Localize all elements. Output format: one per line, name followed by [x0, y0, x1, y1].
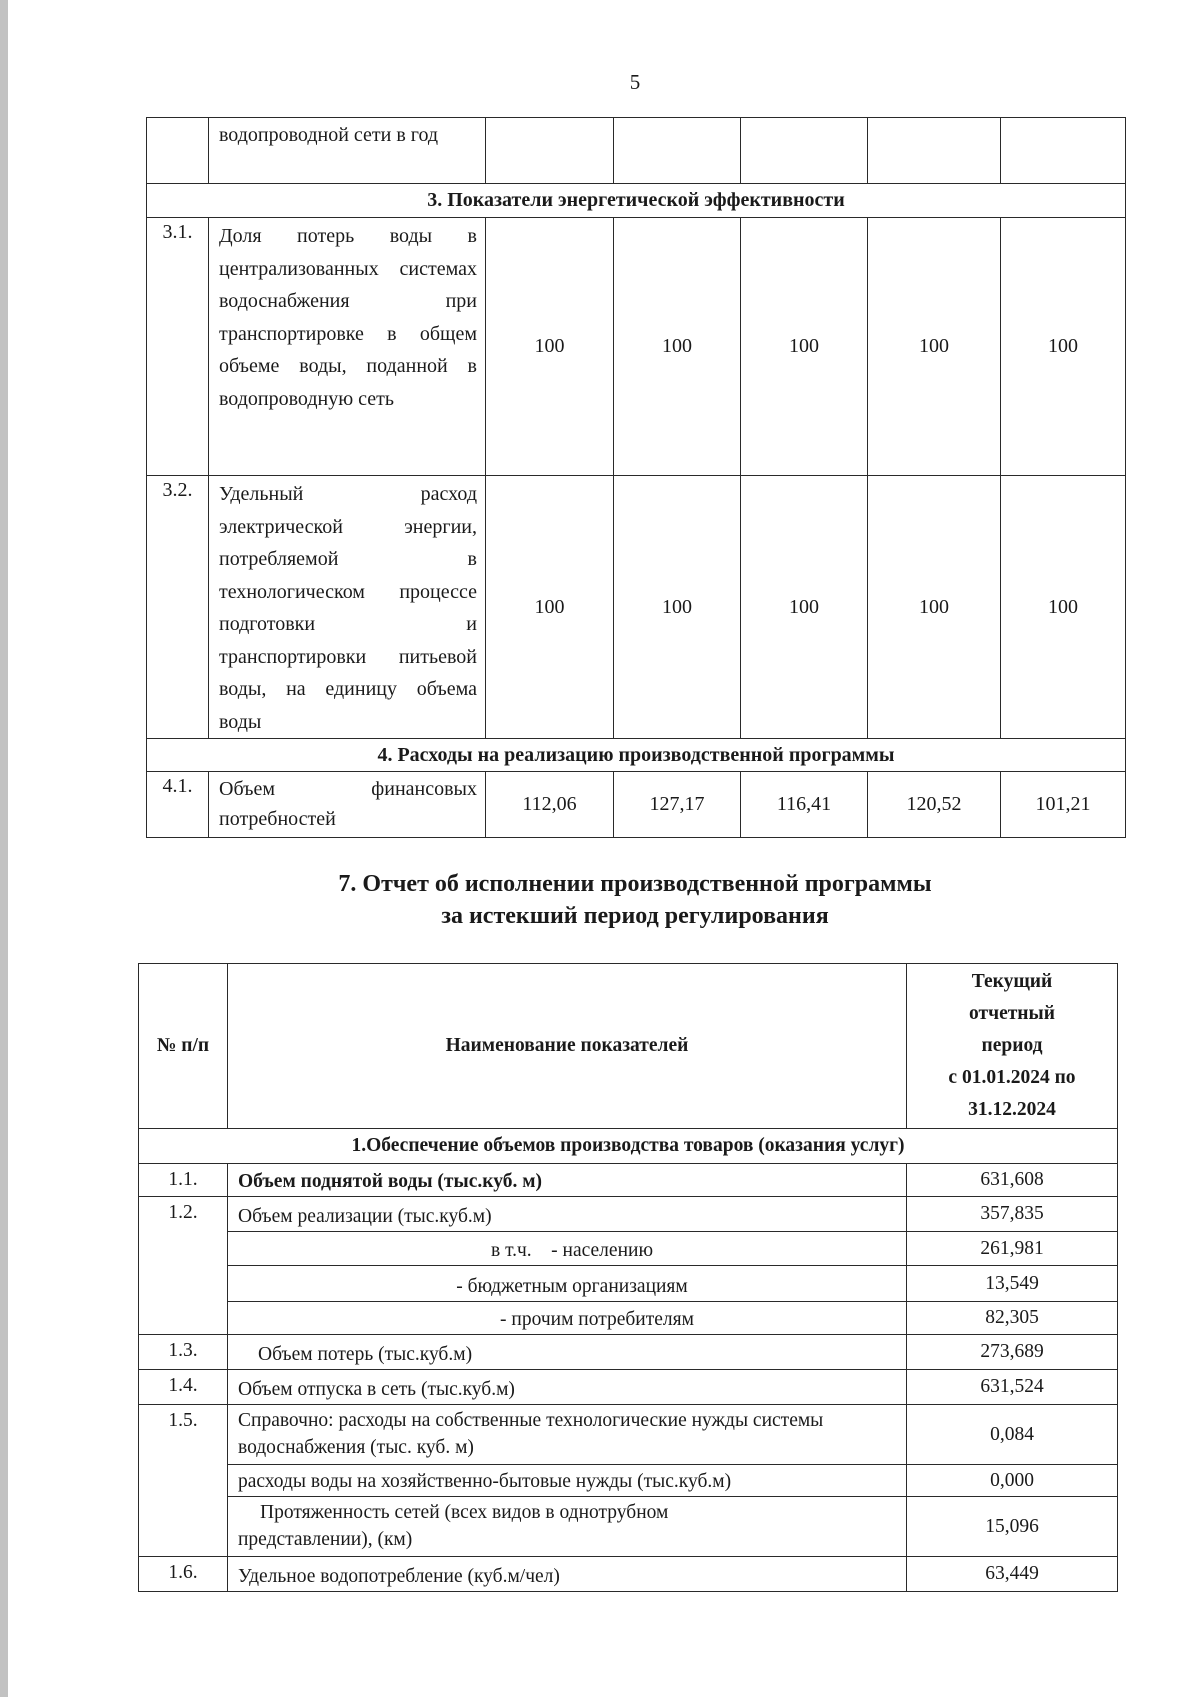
section-title: 4. Расходы на реализацию производственной программы — [147, 739, 1126, 772]
row-value: 261,981 — [907, 1232, 1118, 1266]
table-row — [139, 1232, 1118, 1266]
row-name: расходы воды на хозяйственно-бытовые нужды (тыс.куб.м) — [228, 1465, 907, 1497]
row-value: 116,41 — [741, 772, 868, 838]
row-number — [147, 118, 209, 184]
row-name: - бюджетным организациям — [228, 1266, 907, 1302]
header-period: Текущий отчетный период с 01.01.2024 по 31.12.2024 — [907, 964, 1118, 1129]
table-row — [139, 1405, 1118, 1465]
row-value: 100 — [486, 476, 614, 739]
row-number: 1.5. — [139, 1405, 228, 1557]
scan-edge-stripe — [0, 0, 8, 1697]
indicators-table-continued — [146, 117, 1126, 838]
row-value: 100 — [486, 218, 614, 476]
row-value: 100 — [1001, 218, 1126, 476]
row-value: 63,449 — [907, 1557, 1118, 1592]
row-name: Объем потерь (тыс.куб.м) — [228, 1335, 907, 1370]
row-value: 100 — [741, 218, 868, 476]
row-value: 100 — [614, 476, 741, 739]
program-execution-report-table — [138, 963, 1118, 1592]
table-row — [147, 772, 1126, 838]
row-value: 101,21 — [1001, 772, 1126, 838]
row-name: Объем финансовых потребностей — [209, 772, 486, 838]
row-value: 100 — [1001, 476, 1126, 739]
table-row — [139, 1465, 1118, 1497]
table-row — [139, 1497, 1118, 1557]
row-value: 100 — [741, 476, 868, 739]
row-value: 82,305 — [907, 1302, 1118, 1335]
section-row — [139, 1129, 1118, 1164]
row-value — [486, 118, 614, 184]
section-7-title-line1: 7. Отчет об исполнении производственной программы — [338, 871, 932, 897]
table-row — [139, 1266, 1118, 1302]
table-row — [147, 218, 1126, 476]
row-value: 631,608 — [907, 1164, 1118, 1197]
row-name: Доля потерь воды в централизованных системах водоснабжения при транспортировке в общем объеме воды, поданной в водопроводную сеть — [209, 218, 486, 476]
row-value: 0,084 — [907, 1405, 1118, 1465]
row-name: Удельное водопотребление (куб.м/чел) — [228, 1557, 907, 1592]
row-value — [741, 118, 868, 184]
row-value: 631,524 — [907, 1370, 1118, 1405]
row-value: 0,000 — [907, 1465, 1118, 1497]
table-row — [139, 1302, 1118, 1335]
section-7-title-line2: за истекший период регулирования — [441, 903, 829, 929]
table-row — [147, 118, 1126, 184]
row-name: в т.ч. - населению — [228, 1232, 907, 1266]
row-name: Протяженность сетей (всех видов в однотрубном представлении), (км) — [228, 1497, 907, 1557]
row-number: 1.3. — [139, 1335, 228, 1370]
row-number: 1.2. — [139, 1197, 228, 1335]
row-value: 100 — [614, 218, 741, 476]
row-value — [614, 118, 741, 184]
row-number: 1.4. — [139, 1370, 228, 1405]
row-value: 357,835 — [907, 1197, 1118, 1232]
row-value: 100 — [868, 476, 1001, 739]
row-value: 13,549 — [907, 1266, 1118, 1302]
row-value — [1001, 118, 1126, 184]
header-name: Наименование показателей — [228, 964, 907, 1129]
section-row — [147, 184, 1126, 218]
row-number: 3.2. — [147, 476, 209, 739]
table-row — [139, 1164, 1118, 1197]
row-value: 100 — [868, 218, 1001, 476]
row-number: 3.1. — [147, 218, 209, 476]
page-number: 5 — [629, 70, 641, 94]
row-name: - прочим потребителям — [228, 1302, 907, 1335]
row-name: Удельный расход электрической энергии, потребляемой в технологическом процессе подготовки и транспортировки питьевой воды, на единицу объема воды — [209, 476, 486, 739]
section-row — [147, 739, 1126, 772]
table-row — [139, 1197, 1118, 1232]
section-title: 1.Обеспечение объемов производства товаров (оказания услуг) — [139, 1129, 1118, 1164]
row-value — [868, 118, 1001, 184]
table-row — [147, 476, 1126, 739]
row-name: Справочно: расходы на собственные технологические нужды системы водоснабжения (тыс. куб. м) — [228, 1405, 907, 1465]
row-name: Объем реализации (тыс.куб.м) — [228, 1197, 907, 1232]
header-num: № п/п — [139, 964, 228, 1129]
row-value: 127,17 — [614, 772, 741, 838]
row-name: Объем поднятой воды (тыс.куб. м) — [228, 1164, 907, 1197]
row-value: 273,689 — [907, 1335, 1118, 1370]
row-value: 112,06 — [486, 772, 614, 838]
table-row — [139, 1370, 1118, 1405]
table-row — [139, 1335, 1118, 1370]
row-value: 120,52 — [868, 772, 1001, 838]
row-number: 1.6. — [139, 1557, 228, 1592]
section-title: 3. Показатели энергетической эффективности — [147, 184, 1126, 218]
table-row — [139, 1557, 1118, 1592]
row-number: 4.1. — [147, 772, 209, 838]
row-name: водопроводной сети в год — [209, 118, 486, 184]
row-number: 1.1. — [139, 1164, 228, 1197]
header-row — [139, 964, 1118, 1129]
row-value: 15,096 — [907, 1497, 1118, 1557]
row-name: Объем отпуска в сеть (тыс.куб.м) — [228, 1370, 907, 1405]
